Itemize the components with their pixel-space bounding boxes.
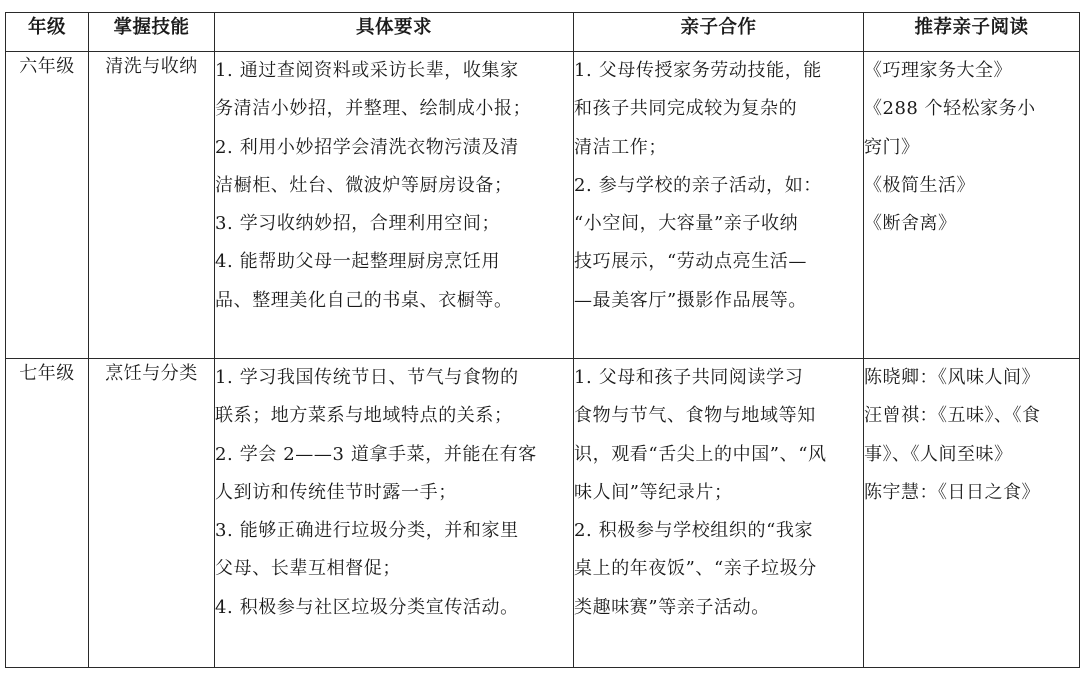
- cooperation-line: 桌上的年夜饭”、“亲子垃圾分: [574, 558, 817, 580]
- requirement-line: 父母、长辈互相督促；: [215, 558, 401, 580]
- reading-line: 窍门》: [864, 136, 920, 158]
- requirement-line: 洁橱柜、灶台、微波炉等厨房设备；: [215, 174, 513, 196]
- reading-line: 事》、《人间至味》: [864, 443, 1013, 465]
- cooperation-line: —最美客厅”摄影作品展等。: [574, 289, 808, 311]
- requirement-line: 人到访和传统佳节时露一手；: [215, 481, 457, 503]
- reading-cell: [864, 359, 1080, 668]
- cooperation-line: 类趣味赛”等亲子活动。: [574, 596, 770, 618]
- cooperation-line: 味人间”等纪录片；: [574, 481, 733, 503]
- requirement-line: 品、整理美化自己的书桌、衣橱等。: [215, 289, 513, 311]
- reading-cell: [864, 52, 1080, 359]
- header-skill: 掌握技能: [89, 13, 215, 52]
- cooperation-cell: [574, 52, 864, 359]
- requirement-line: 2. 学会 2——3 道拿手菜，并能在有客: [215, 443, 537, 465]
- requirements-cell: [215, 52, 574, 359]
- cooperation-line: 技巧展示，“劳动点亮生活—: [574, 251, 808, 273]
- cooperation-line: “小空间，大容量”亲子收纳: [574, 213, 799, 235]
- cooperation-line: 和孩子共同完成较为复杂的: [574, 98, 798, 120]
- cooperation-line: 2. 积极参与学校组织的“我家: [574, 520, 814, 542]
- reading-line: 陈宇慧：《日日之食》: [864, 481, 1040, 503]
- header-cooperation: 亲子合作: [574, 13, 864, 52]
- requirement-line: 联系；地方菜系与地域特点的关系；: [215, 405, 513, 427]
- table-row: [6, 52, 1080, 359]
- requirement-line: 1. 学习我国传统节日、节气与食物的: [215, 367, 519, 388]
- requirement-line: 4. 积极参与社区垃圾分类宣传活动。: [215, 596, 519, 618]
- cooperation-line: 2. 参与学校的亲子活动，如：: [574, 174, 822, 196]
- reading-line: 《288 个轻松家务小: [864, 98, 1036, 120]
- table-row: [6, 359, 1080, 668]
- curriculum-table: [5, 12, 1080, 668]
- header-reading: 推荐亲子阅读: [864, 13, 1080, 52]
- header-requirements: 具体要求: [215, 13, 574, 52]
- requirement-line: 4. 能帮助父母一起整理厨房烹饪用: [215, 251, 501, 273]
- requirements-cell: [215, 359, 574, 668]
- cooperation-line: 1. 父母传授家务劳动技能，能: [574, 60, 822, 81]
- requirement-line: 务清洁小妙招，并整理、绘制成小报；: [215, 98, 532, 120]
- requirement-line: 3. 能够正确进行垃圾分类，并和家里: [215, 520, 519, 542]
- requirement-line: 1. 通过查阅资料或采访长辈，收集家: [215, 60, 519, 81]
- header-row: [6, 13, 1080, 52]
- cooperation-line: 清洁工作；: [574, 136, 667, 158]
- skill-cell: 清洗与收纳: [89, 52, 215, 359]
- reading-line: 《断舍离》: [864, 213, 957, 235]
- cooperation-cell: [574, 359, 864, 668]
- reading-line: 陈晓卿：《风味人间》: [864, 367, 1040, 388]
- skill-cell: 烹饪与分类: [89, 359, 215, 668]
- grade-cell: 六年级: [6, 52, 89, 359]
- cooperation-line: 1. 父母和孩子共同阅读学习: [574, 367, 804, 388]
- requirement-line: 2. 利用小妙招学会清洗衣物污渍及清: [215, 136, 519, 158]
- cooperation-line: 识，观看“舌尖上的中国”、“风: [574, 443, 827, 465]
- reading-line: 《巧理家务大全》: [864, 60, 1012, 81]
- grade-cell: 七年级: [6, 359, 89, 668]
- cooperation-line: 食物与节气、食物与地域等知: [574, 405, 816, 427]
- requirement-line: 3. 学习收纳妙招，合理利用空间；: [215, 213, 501, 235]
- reading-line: 《极简生活》: [864, 174, 975, 196]
- reading-line: 汪曾祺：《五味》、《食: [864, 405, 1041, 427]
- header-grade: 年级: [6, 13, 89, 52]
